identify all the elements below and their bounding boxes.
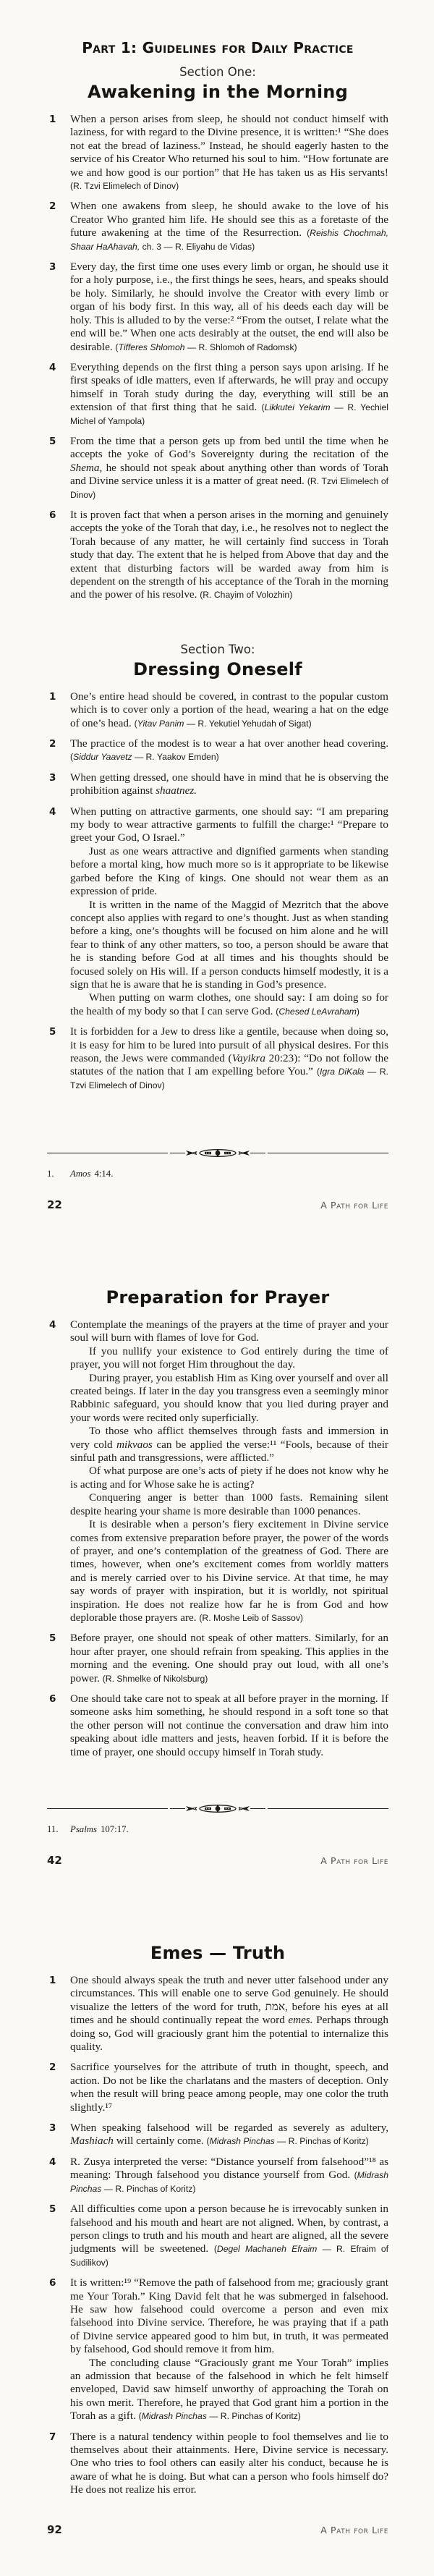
item-paragraph xyxy=(70,2431,388,2497)
spacer xyxy=(47,1766,388,1804)
list-item xyxy=(47,200,388,253)
page-92 xyxy=(0,1881,434,2576)
list-item xyxy=(47,113,388,192)
item-paragraph xyxy=(70,2061,388,2114)
paragraph-text: There is a natural tendency within people to fool themselves and lie to themselves about their attainments. Here, Divine service is necessary. One who tries to fool others can easily alter his conduct, because he is aware of what he is doing. But what can a person who fools himself do? He does not realize his error. xyxy=(70,2430,388,2496)
item-paragraph xyxy=(70,899,388,992)
citation: (Likkutei Yekarim — R. Yechiel Michel of Yampola) xyxy=(70,402,389,426)
citation: (R. Tzvi Elimelech of Dinov) xyxy=(70,476,388,500)
divider-ornament-icon xyxy=(170,1148,265,1158)
item-paragraph xyxy=(70,435,388,501)
item-number: 1 xyxy=(49,114,56,125)
section-label: Section One: xyxy=(179,65,256,79)
paragraph-text: If you nullify your existence to God entirely during the time of prayer, you will not forget Him throughout the day. xyxy=(70,1344,388,1371)
item-paragraph xyxy=(70,200,388,253)
paragraph-text: Of what purpose are one’s acts of piety if he does not know why he is acting and for Whose sake he is acting? xyxy=(70,1465,388,1491)
item-number: 5 xyxy=(49,435,56,447)
list-item xyxy=(47,1974,388,2054)
paragraph-text: One should take care not to speak at all before prayer in the morning. If someone asks him something, he should respond in a soft tone so that the other person will not continue the conversation and draw him into speaking about idle matters and jests, heaven forbid. If it is before the time of prayer, one should occupy himself in Torah study. xyxy=(70,1692,388,1758)
book-title: A Path for Life xyxy=(320,1200,388,1211)
paragraph-text: The concluding clause “Graciously grant me Your Torah” implies an admission that because of the falsehood in which he felt himself enveloped, David saw himself unworthy of approaching the Torah on his own merit. Therefore, he prayed that God grant him a portion in the Torah as a gift. xyxy=(70,2356,388,2423)
item-number: 3 xyxy=(49,261,56,274)
item-number: 2 xyxy=(49,738,56,750)
list-item xyxy=(47,1632,388,1685)
item-paragraph xyxy=(70,1425,388,1465)
item-number: 1 xyxy=(49,690,56,703)
citation: (Midrash Pinchas — R. Pinchas of Koritz) xyxy=(70,2170,389,2194)
list-item xyxy=(47,2156,388,2195)
footnote-number: 11. xyxy=(47,1824,59,1834)
list-item xyxy=(47,2122,388,2148)
paragraph-text: It is desirable when a person’s fiery excitement in Divine service comes from extensive preparation before prayer, the power of the words of prayer, and one’s contemplation of the greatness of God. There are times, however, when one’s excitement comes from worldly matters and is merely carried over to his Divine service. At that time, he may say words of prayer with inspiration, but it is worldly, not spiritual inspiration. He does not realize how far he is from God and how deplorable those prayers are. xyxy=(70,1518,388,1624)
list-item xyxy=(47,1692,388,1759)
item-number: 6 xyxy=(49,2277,56,2289)
spacer xyxy=(47,1099,388,1148)
item-paragraph xyxy=(70,690,388,730)
page-footer xyxy=(47,2523,388,2536)
item-paragraph xyxy=(70,737,388,764)
section xyxy=(47,643,388,1099)
divider-ornament xyxy=(170,1148,265,1158)
paragraph-text: Contemplate the meanings of the prayers at the time of prayer and your soul will burn with flames of love for God. xyxy=(70,1318,388,1344)
paragraph-text: Sacrifice yourselves for the attribute of truth in thought, speech, and action. Do not be like the charlatans and the masters of deception. Only when the result will bring peace among people, may one color the truth slightly.¹⁷ xyxy=(70,2061,388,2114)
section xyxy=(47,1942,388,2504)
item-paragraph xyxy=(70,2276,388,2356)
citation: (Chesed LeAvraham) xyxy=(276,1006,359,1017)
list-item xyxy=(47,2431,388,2497)
list-item xyxy=(47,771,388,798)
item-paragraph xyxy=(70,1372,388,1425)
citation: (Midrash Pinchas — R. Pinchas of Koritz) xyxy=(138,2411,301,2422)
paragraph-text: When getting dressed, one should have in mind that he is observing the prohibition against shaatnez. xyxy=(70,771,388,797)
paragraph-text: All difficulties come upon a person because he is irrevocably sunken in falsehood and his mouth and heart are not aligned. When, by contrast, a person clings to truth and his mouth and heart are aligned, all the severe judgments will be sweetened. xyxy=(70,2203,388,2255)
list-item xyxy=(47,690,388,730)
paragraph-text: It is written:¹⁹ “Remove the path of falsehood from me; graciously grant me Your Torah.” King David felt that he was submerged in falsehood. He saw how falsehood could overcome a person and even mix falsehood into Divine service. Therefore, he was praying that if a path of Divine service appeared good to him but, in truth, it was permeated by falsehood, God should remove it from him. xyxy=(70,2276,388,2356)
item-paragraph xyxy=(70,771,388,798)
citation: (Reishis Chochmah, Shaar HaAhavah, ch. 3 — R. Eliyahu de Vidas) xyxy=(70,228,389,252)
page-footer xyxy=(47,1198,388,1211)
citation: (Tifferes Shlomoh — R. Shlomoh of Radomsk) xyxy=(115,342,297,352)
item-paragraph xyxy=(70,260,388,354)
item-number: 3 xyxy=(49,2122,56,2135)
paragraph-text: When speaking falsehood will be regarded as severely as adultery, Mashiach will certainly come. xyxy=(70,2122,388,2148)
section-title: Emes — Truth xyxy=(150,1943,286,1963)
page-number: 22 xyxy=(47,1198,62,1211)
item-number: 5 xyxy=(49,1026,56,1038)
item-paragraph xyxy=(70,509,388,602)
section xyxy=(47,65,388,609)
footnote-divider xyxy=(47,1148,388,1158)
item-paragraph xyxy=(70,2122,388,2148)
book-title: A Path for Life xyxy=(320,2524,388,2535)
divider-ornament-icon xyxy=(170,1804,265,1813)
item-number: 6 xyxy=(49,1692,56,1705)
footnote-ref: 107:17. xyxy=(100,1824,129,1834)
citation: (Igra DiKala — R. Tzvi Elimelech of Dinov) xyxy=(70,1067,389,1090)
page-22 xyxy=(0,0,434,1245)
citation: (R. Chayim of Volozhin) xyxy=(200,590,293,601)
footnote-number: 1. xyxy=(47,1169,54,1179)
paragraph-text: Before prayer, one should not speak of other matters. Similarly, for an hour after prayer, one should refrain from speaking. This applies in the morning and the evening. One should pray out loud, with all one’s power. xyxy=(70,1632,388,1685)
paragraph-text: Everything depends on the first thing a person says upon arising. If he first speaks of idle matters, even if afterwards, he will pray and occupy himself in Torah study during the day, everything will still be an extension of that first thing that he said. xyxy=(70,360,388,414)
paragraph-text: One’s entire head should be covered, in contrast to the popular custom which is to cover only a portion of the head, wearing a hat on the edge of one’s head. xyxy=(70,690,388,729)
list-item xyxy=(47,361,388,428)
paragraph-text: Conquering anger is better than 1000 fasts. Remaining silent despite hearing your shame is more desirable than 1000 penances. xyxy=(70,1491,388,1517)
footnote-ref: 4:14. xyxy=(94,1169,114,1179)
list-item xyxy=(47,2203,388,2269)
section xyxy=(47,1287,388,1766)
list-item xyxy=(47,260,388,354)
divider-rule xyxy=(47,1808,168,1809)
citation: (R. Moshe Leib of Sassov) xyxy=(199,1612,303,1623)
paragraph-text: During prayer, you establish Him as King over yourself and over all created beings. If later in the day you transgress even a seemingly minor Rabbinic safeguard, you should know that you lied during prayer and your words were recited only superficially. xyxy=(70,1371,388,1424)
item-paragraph xyxy=(70,1318,388,1345)
paragraph-text: It is written in the name of the Maggid of Mezritch that the above concept also applies with regard to one’s thought. Just as when standing before a king, one’s thoughts will be focused on him alone and he will fear to think of any other matters, so too, a person should be aware that he is standing before God at all times and his thoughts should be focused solely on His will. If a person conducts himself modestly, it is a sign that he is aware that he is standing in God’s presence. xyxy=(70,898,388,991)
section-title: Dressing Oneself xyxy=(133,658,302,679)
footnote xyxy=(47,1168,388,1179)
citation: (Siddur Yaavetz — R. Yaakov Emden) xyxy=(70,752,219,763)
item-number: 1 xyxy=(49,1975,56,1986)
item-paragraph xyxy=(70,1491,388,1518)
page-footer xyxy=(47,1854,388,1867)
item-paragraph xyxy=(70,1345,388,1372)
footnote-source: Amos xyxy=(70,1169,91,1179)
item-number: 5 xyxy=(49,1632,56,1645)
paragraph-text: R. Zusya interpreted the verse: “Distance yourself from falsehood”¹⁸ as meaning: Through falsehood you distance yourself from God. xyxy=(70,2155,388,2182)
item-number: 2 xyxy=(49,200,56,213)
list-item xyxy=(47,805,388,1019)
list-item xyxy=(47,509,388,602)
list-item xyxy=(47,435,388,501)
part-title: Part 1: Guidelines for Daily Practice xyxy=(82,39,354,56)
paragraph-text: The practice of the modest is to wear a hat over another head covering. xyxy=(70,737,388,750)
item-number: 4 xyxy=(49,2156,56,2168)
divider-rule xyxy=(268,1808,388,1809)
list-item xyxy=(47,2276,388,2423)
section-title: Awakening in the Morning xyxy=(88,82,348,102)
paragraph-text: It is forbidden for a Jew to dress like a gentile, because when doing so, it is easy for him to be lured into pursuit of all physical desires. For this reason, the Jews were commanded (Vayikra 20:23): “Do not follow the statutes of the nation that I am expelling before You.” xyxy=(70,1025,388,1078)
item-paragraph xyxy=(70,845,388,899)
item-paragraph xyxy=(70,991,388,1018)
footnote-source: Psalms xyxy=(70,1824,97,1834)
paragraph-text: When putting on warm clothes, one should say: I am doing so for the health of my body so that I can serve God. xyxy=(70,991,388,1017)
paragraph-text: One should always speak the truth and never utter falsehood under any circumstances. This will enable one to serve God genuinely. He should visualize the letters of the word for truth, אמת, before his eyes at all times and he should continually repeat the word emes. Perhaps through doing so, God will graciously grant him the potential to internalize this quality. xyxy=(70,1974,388,2054)
citation: (Yitav Panim — R. Yekutiel Yehudah of Sigat) xyxy=(134,718,312,729)
citation: (R. Tzvi Elimelech of Dinov) xyxy=(70,181,179,192)
section-title: Preparation for Prayer xyxy=(106,1287,330,1308)
item-number: 4 xyxy=(49,361,56,373)
item-paragraph xyxy=(70,1632,388,1685)
paragraph-text: From the time that a person gets up from bed until the time when he accepts the yoke of God’s Sovereignty during the recitation of the Shema, he should not speak about anything other than words of Torah and Divine service unless it is a matter of great need. xyxy=(70,434,388,488)
list-item xyxy=(47,737,388,764)
list-item xyxy=(47,2061,388,2114)
paragraph-text: It is proven fact that when a person arises in the morning and genuinely accepts the yoke of the Torah that day, i.e., he resolves not to neglect the Torah because of any matter, he will certainly find success in Torah study that day. The extent that he is helped from Above that day and the extent that disturbing factors will be warded away from him is dependent on the strength of his acceptance of the Torah in the morning and the power of his resolve. xyxy=(70,508,388,601)
list-item xyxy=(47,1025,388,1092)
section-label: Section Two: xyxy=(180,642,255,656)
item-number: 3 xyxy=(49,771,56,784)
list-item xyxy=(47,1318,388,1624)
citation: (Degel Machaneh Efraim — R. Efraim of Sudilikov) xyxy=(70,2244,389,2268)
item-number: 2 xyxy=(49,2062,56,2074)
paragraph-text: To those who afflict themselves through fasts and immersion in very cold mikvaos can be applied the verse:¹¹ “Fools, because of their sinful path and transgressions, were afflicted.” xyxy=(70,1425,388,1465)
item-paragraph xyxy=(70,2203,388,2269)
item-paragraph xyxy=(70,1974,388,2054)
item-paragraph xyxy=(70,1465,388,1491)
item-number: 7 xyxy=(49,2431,56,2443)
item-paragraph xyxy=(70,1518,388,1624)
item-number: 5 xyxy=(49,2203,56,2216)
paragraph-text: When a person arises from sleep, he should not conduct himself with laziness, for with regard to the Divine presence, it is written:¹ “She does not eat the bread of laziness.” Instead, he should eagerly hasten to the service of his Creator Who returned his soul to him. “How fortunate are we and how good is our portion” that He has taken us as His servants! xyxy=(70,113,388,179)
item-paragraph xyxy=(70,113,388,192)
paragraph-text: Just as one wears attractive and dignified garments when standing before a mortal king, how much more so is it appropriate to be likewise garbed before the King of kings. One should not wear them as an expression of pride. xyxy=(70,844,388,898)
item-paragraph xyxy=(70,805,388,845)
footnote xyxy=(47,1823,388,1835)
item-paragraph xyxy=(70,2357,388,2423)
item-paragraph xyxy=(70,2156,388,2195)
book-title: A Path for Life xyxy=(320,1855,388,1866)
citation: (Midrash Pinchas — R. Pinchas of Koritz) xyxy=(206,2136,369,2147)
citation: (R. Shmelke of Nikolsburg) xyxy=(102,1673,208,1684)
item-paragraph xyxy=(70,361,388,428)
item-number: 6 xyxy=(49,509,56,521)
paragraph-text: When putting on attractive garments, one should say: “I am preparing my body to wear attractive garments to fulfill the charge:¹ “Prepare to greet your God, O Israel.” xyxy=(70,805,388,844)
page-42 xyxy=(0,1245,434,1881)
item-paragraph xyxy=(70,1025,388,1092)
item-number: 4 xyxy=(49,805,56,818)
divider-ornament xyxy=(170,1804,265,1813)
item-paragraph xyxy=(70,1692,388,1759)
page-number: 42 xyxy=(47,1854,62,1867)
paragraph-text: When one awakens from sleep, he should awake to the love of his Creator Who granted him life. He should see this as a foretaste of the future awakening at the time of the Resurrection. xyxy=(70,200,388,240)
page-number: 92 xyxy=(47,2522,62,2536)
footnote-divider xyxy=(47,1804,388,1813)
item-number: 4 xyxy=(49,1319,56,1331)
paragraph-text: Every day, the first time one uses every limb or organ, he should use it for a holy purpose, i.e., the first things he sees, hears, and speaks should be holy. Similarly, he should involve the Creator with every limb or organ of his body first. In this way, all of his deeds each day will be holy. This is alluded to by the verse:² “From the outset, I relate what the end will be.” When one acts desirably at the outset, the end will also be desirable. xyxy=(70,260,388,353)
